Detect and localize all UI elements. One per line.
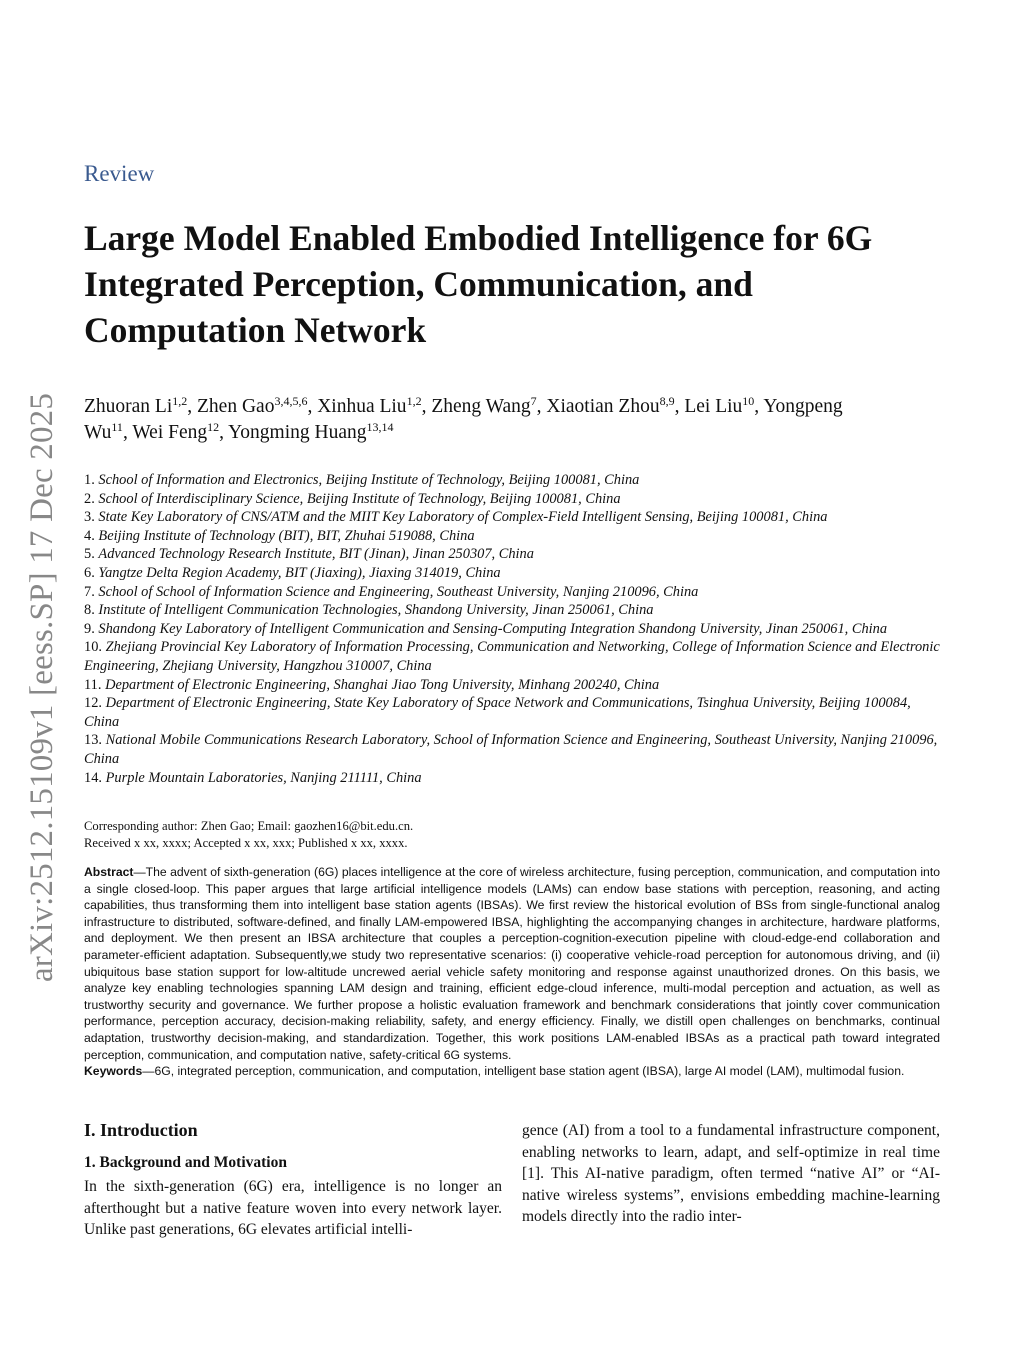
affiliation-item (84, 508, 944, 527)
affiliation-item (84, 676, 944, 695)
author-separator: , (122, 422, 133, 443)
affiliation-text: State Key Laboratory of CNS/ATM and the MIIT Key Laboratory of Complex-Field Intelligent Sensing, Beijing 100081, China (98, 509, 828, 526)
affiliation-number: 3. (84, 509, 95, 526)
affiliation-item (84, 620, 944, 639)
affiliation-text: Department of Electronic Engineering, Shanghai Jiao Tong University, Minhang 200240, China (105, 676, 660, 693)
title-line: Integrated Perception, Communication, and (84, 264, 753, 304)
author-affiliation-mark: 13,14 (366, 420, 394, 434)
affiliation-text: Purple Mountain Laboratories, Nanjing 211111, China (105, 769, 422, 786)
body-paragraph: gence (AI) from a tool to a fundamental infrastructure component, enabling networks to learn, adapt, and self-optimize in real time [1]. This AI-native paradigm, often termed “native AI” or “AI-native wireless systems”, envisions embedding machine-learning models directly into the radio inter- (522, 1122, 940, 1226)
abstract-label: Abstract (84, 865, 134, 879)
author-affiliation-mark: 3,4,5,6 (274, 394, 308, 408)
author-separator: , (187, 396, 198, 417)
author-name: Wei Feng (132, 422, 208, 443)
affiliation-number: 4. (84, 527, 95, 544)
author-name: Zheng Wang (431, 396, 531, 417)
author-name: Wu (84, 422, 112, 443)
affiliation-item (84, 545, 944, 564)
subsection-heading: 1. Background and Motivation (84, 1154, 287, 1171)
affiliation-number: 12. (84, 695, 102, 712)
affiliation-item (84, 769, 944, 788)
affiliation-item (84, 564, 944, 583)
keywords-dash: — (142, 1064, 155, 1079)
affiliation-text: Yangtze Delta Region Academy, BIT (Jiaxing), Jiaxing 314019, China (98, 564, 501, 581)
author-affiliation-mark: 7 (530, 394, 537, 408)
author-list (84, 394, 964, 446)
author-affiliation-mark: 12 (207, 420, 220, 434)
affiliation-item (84, 471, 944, 490)
affiliation-item (84, 490, 944, 509)
author-affiliation-mark: 10 (742, 394, 755, 408)
affiliation-number: 10. (84, 639, 102, 656)
affiliation-text: Advanced Technology Research Institute, BIT (Jinan), Jinan 250307, China (98, 546, 534, 563)
article-meta (84, 818, 944, 852)
affiliation-text: National Mobile Communications Research Laboratory, School of Information Science and Engineering, Southeast University, Nanjing 210096, China (84, 732, 938, 767)
affiliation-text: Institute of Intelligent Communication Technologies, Shandong University, Jinan 250061, China (98, 602, 654, 619)
affiliation-number: 8. (84, 602, 95, 619)
affiliation-number: 13. (84, 732, 102, 749)
author-separator: , (754, 396, 764, 417)
author-name: Yongpeng (763, 396, 843, 417)
affiliation-text: Zhejiang Provincial Key Laboratory of Information Processing, Communication and Networking, College of Information Science and Electronic Engineering, Zhejiang University, Hangzhou 310007, China (84, 639, 940, 674)
author-name: Xiaotian Zhou (546, 396, 660, 417)
body-paragraph: In the sixth-generation (6G) era, intelligence is no longer an afterthought but a native feature woven into every network layer. Unlike past generations, 6G elevates artificial intelli- (84, 1178, 502, 1239)
author-separator: , (421, 396, 432, 417)
affiliation-item (84, 731, 944, 768)
affiliation-text: Beijing Institute of Technology (BIT), BIT, Zhuhai 519088, China (98, 527, 475, 544)
author-name: Yongming Huang (228, 422, 367, 443)
author-name: Lei Liu (684, 396, 743, 417)
author-line (84, 420, 964, 446)
affiliation-item (84, 527, 944, 546)
article-type: Review (84, 161, 155, 186)
author-separator: , (674, 396, 685, 417)
author-affiliation-mark: 8,9 (659, 394, 675, 408)
keywords-label: Keywords (84, 1064, 143, 1079)
affiliation-text: School of School of Information Science and Engineering, Southeast University, Nanjing 210096, China (98, 583, 699, 600)
arxiv-stamp (20, 372, 66, 1002)
author-name: Xinhua Liu (317, 396, 407, 417)
author-separator: , (219, 422, 229, 443)
affiliation-number: 2. (84, 490, 95, 507)
author-name: Zhuoran Li (84, 396, 173, 417)
affiliation-number: 14. (84, 769, 102, 786)
affiliation-list (84, 471, 944, 787)
affiliation-text: School of Information and Electronics, Beijing Institute of Technology, Beijing 100081, China (98, 472, 640, 488)
right-column (522, 1120, 940, 1228)
abstract-text: The advent of sixth-generation (6G) places intelligence at the core of wireless architecture, fusing perception, communication, and computation into a single closed-loop. This paper argues that large artificial intelligence models (LAMs) can endow base stations with perception, reasoning, and acting capabilities, thus transforming them into intelligent base station agents (IBSAs). We first review the historical evolution of BSs from single-functional analog infrastructure to distributed, software-defined, and finally LAM-empowered IBSA, highlighting the accompanying changes in architecture, hardware platforms, and deployment. We then present an IBSA architecture that couples a perception-cognition-execution pipeline with cloud-edge-end collaboration and parameter-efficient adaptation. Subsequently,we study two representative scenarios: (i) cooperative vehicle-road perception for autonomous driving, and (ii) ubiquitous base station support for low-altitude uncrewed aerial vehicle safety monitoring and response against unauthorized drones. On this basis, we analyze key enabling technologies spanning LAM design and training, efficient edge-cloud inference, multi-modal perception and actuation, as well as trustworthy security and governance. We further propose a holistic evaluation framework and benchmark considerations that jointly cover communication performance, perception accuracy, decision-making reliability, safety, and energy efficiency. Finally, we distill open challenges on benchmarks, continual adaptation, trustworthy decision-making, and standardization. Together, this work positions LAM-enabled IBSAs as a practical path toward integrated perception, communication, and computation native, safety-critical 6G systems. (84, 865, 940, 1062)
author-affiliation-mark: 1,2 (172, 394, 188, 408)
affiliation-number: 5. (84, 546, 95, 563)
author-name: Zhen Gao (197, 396, 275, 417)
affiliation-text: Department of Electronic Engineering, State Key Laboratory of Space Network and Communications, Tsinghua University, Beijing 100084, China (84, 695, 911, 730)
left-column (84, 1118, 502, 1241)
affiliation-number: 11. (84, 676, 102, 693)
affiliation-number: 6. (84, 564, 95, 581)
arxiv-stamp-text: arXiv:2512.15109v1 [eess.SP] 17 Dec 2025 (24, 392, 61, 982)
affiliation-item (84, 694, 944, 731)
affiliation-number: 7. (84, 583, 95, 600)
abstract-dash: — (133, 865, 146, 879)
affiliation-number: 9. (84, 620, 95, 637)
title-line: Large Model Enabled Embodied Intelligence for 6G (84, 218, 873, 258)
abstract-block (84, 864, 940, 1080)
author-affiliation-mark: 11 (111, 420, 123, 434)
author-separator: , (536, 396, 547, 417)
author-affiliation-mark: 1,2 (406, 394, 422, 408)
affiliation-item (84, 601, 944, 620)
affiliation-number: 1. (84, 472, 95, 488)
affiliation-item (84, 638, 944, 675)
paper-title (84, 215, 964, 353)
title-line: Computation Network (84, 310, 427, 350)
keywords (84, 1063, 940, 1080)
received-dates: Received x xx, xxxx; Accepted x xx, xxx; Published x xx, xxxx. (84, 836, 408, 850)
affiliation-item (84, 583, 944, 602)
affiliation-text: School of Interdisciplinary Science, Beijing Institute of Technology, Beijing 100081, China (98, 490, 621, 507)
author-separator: , (307, 396, 318, 417)
abstract (84, 864, 940, 1063)
affiliation-text: Shandong Key Laboratory of Intelligent Communication and Sensing-Computing Integration Shandong University, Jinan 250061, China (98, 620, 888, 637)
section-heading: I. Introduction (84, 1120, 198, 1140)
author-line (84, 394, 964, 420)
corresponding-author: Corresponding author: Zhen Gao; Email: gaozhen16@bit.edu.cn. (84, 819, 414, 833)
keywords-text: 6G, integrated perception, communication, and computation, intelligent base station agent (IBSA), large AI model (LAM), multimodal fusion. (154, 1064, 905, 1079)
